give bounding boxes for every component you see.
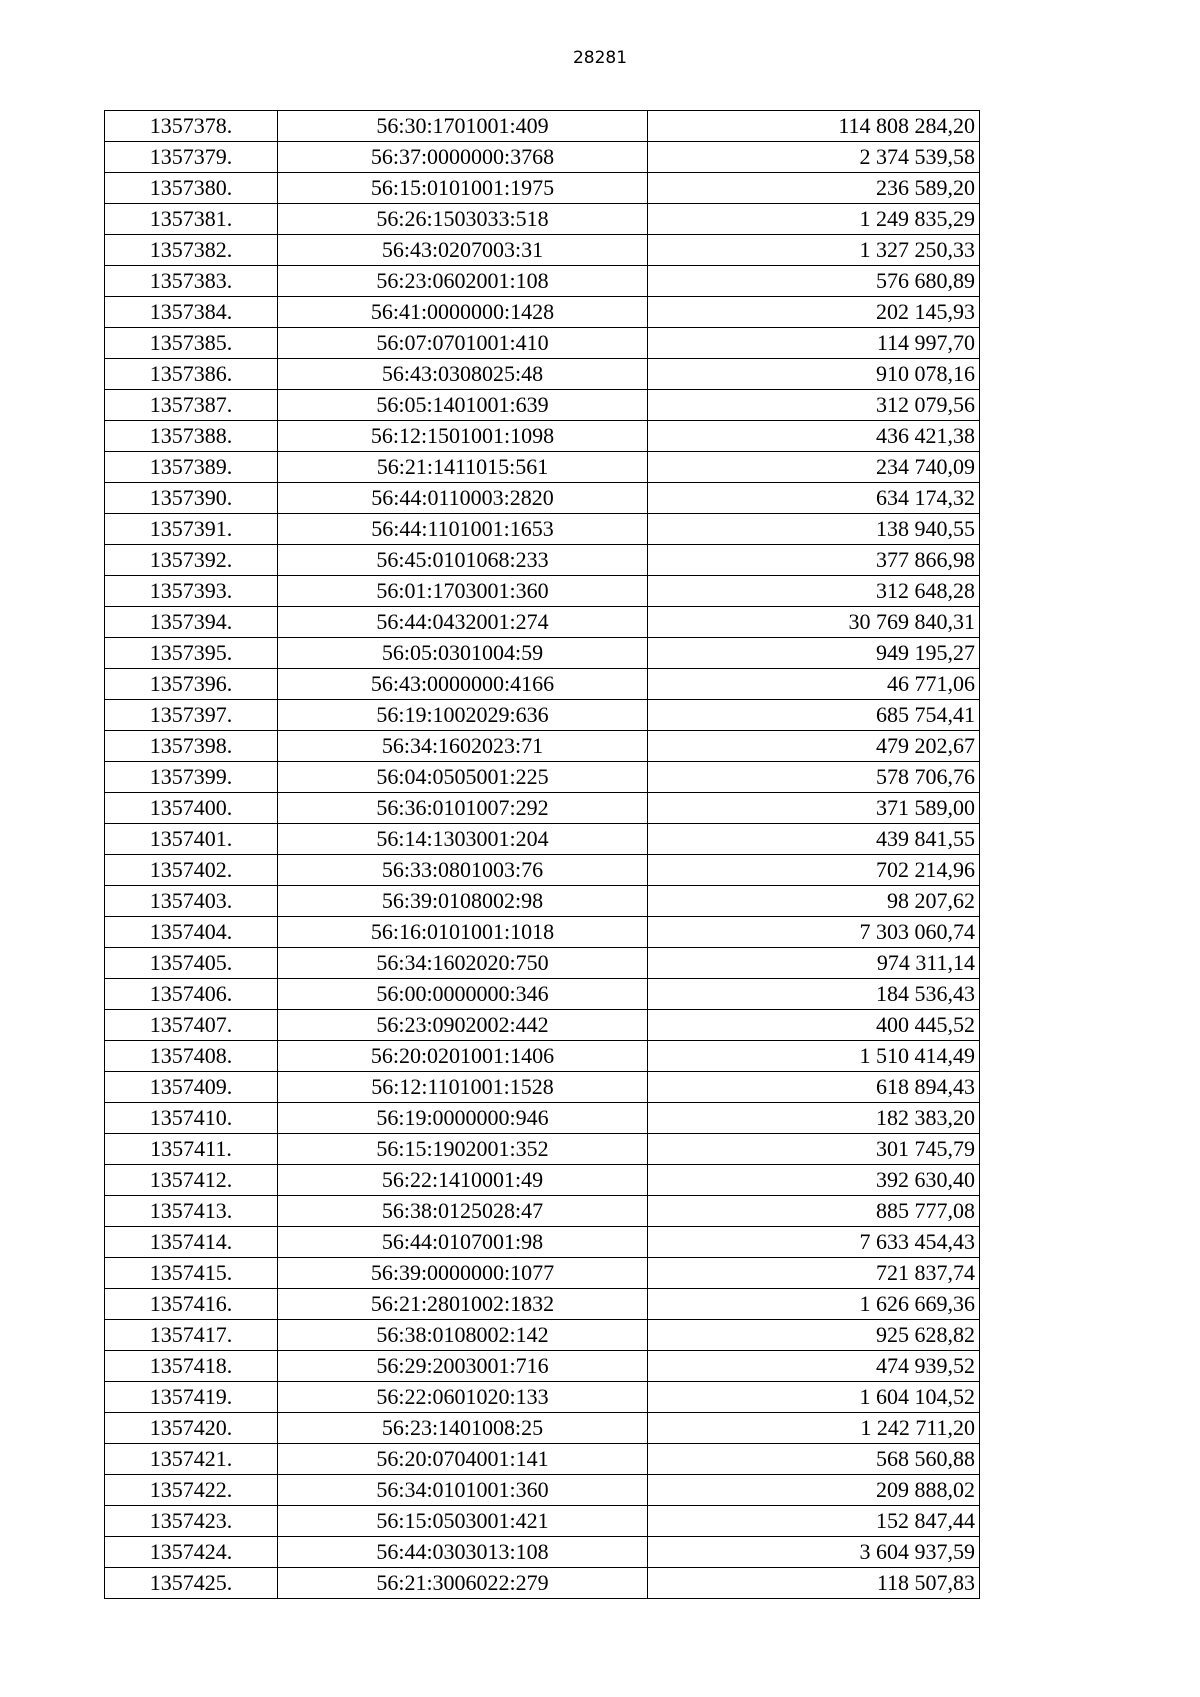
cadastral-number-cell: 56:22:1410001:49 bbox=[278, 1165, 648, 1196]
cadastral-number-cell: 56:34:1602023:71 bbox=[278, 731, 648, 762]
cadastral-value-cell: 114 808 284,20 bbox=[648, 111, 980, 142]
cadastral-number-cell: 56:38:0108002:142 bbox=[278, 1320, 648, 1351]
row-number-cell: 1357393. bbox=[105, 576, 278, 607]
table-row bbox=[105, 1103, 980, 1134]
table-row bbox=[105, 545, 980, 576]
cadastral-number-cell: 56:34:1602020:750 bbox=[278, 948, 648, 979]
row-number-cell: 1357392. bbox=[105, 545, 278, 576]
cadastral-value-cell: 436 421,38 bbox=[648, 421, 980, 452]
cadastral-number-cell: 56:44:0110003:2820 bbox=[278, 483, 648, 514]
page-number: 28281 bbox=[572, 48, 628, 68]
table-body bbox=[105, 111, 980, 1599]
cadastral-number-cell: 56:23:0902002:442 bbox=[278, 1010, 648, 1041]
row-number-cell: 1357380. bbox=[105, 173, 278, 204]
cadastral-number-cell: 56:15:1902001:352 bbox=[278, 1134, 648, 1165]
cadastral-value-cell: 392 630,40 bbox=[648, 1165, 980, 1196]
cadastral-number-cell: 56:00:0000000:346 bbox=[278, 979, 648, 1010]
cadastral-value-cell: 1 626 669,36 bbox=[648, 1289, 980, 1320]
row-number-cell: 1357379. bbox=[105, 142, 278, 173]
cadastral-value-cell: 202 145,93 bbox=[648, 297, 980, 328]
cadastral-value-cell: 1 242 711,20 bbox=[648, 1413, 980, 1444]
table-row bbox=[105, 1072, 980, 1103]
table-row bbox=[105, 576, 980, 607]
table-row bbox=[105, 1413, 980, 1444]
cadastral-number-cell: 56:43:0207003:31 bbox=[278, 235, 648, 266]
row-number-cell: 1357425. bbox=[105, 1568, 278, 1599]
row-number-cell: 1357398. bbox=[105, 731, 278, 762]
cadastral-value-cell: 301 745,79 bbox=[648, 1134, 980, 1165]
row-number-cell: 1357384. bbox=[105, 297, 278, 328]
cadastral-number-cell: 56:14:1303001:204 bbox=[278, 824, 648, 855]
cadastral-number-cell: 56:43:0000000:4166 bbox=[278, 669, 648, 700]
table-row bbox=[105, 979, 980, 1010]
cadastral-number-cell: 56:15:0101001:1975 bbox=[278, 173, 648, 204]
table-row bbox=[105, 1041, 980, 1072]
cadastral-number-cell: 56:39:0108002:98 bbox=[278, 886, 648, 917]
cadastral-value-cell: 1 604 104,52 bbox=[648, 1382, 980, 1413]
cadastral-value-table bbox=[104, 110, 980, 1599]
cadastral-number-cell: 56:29:2003001:716 bbox=[278, 1351, 648, 1382]
cadastral-value-cell: 400 445,52 bbox=[648, 1010, 980, 1041]
row-number-cell: 1357382. bbox=[105, 235, 278, 266]
cadastral-number-cell: 56:26:1503033:518 bbox=[278, 204, 648, 235]
row-number-cell: 1357381. bbox=[105, 204, 278, 235]
cadastral-number-cell: 56:45:0101068:233 bbox=[278, 545, 648, 576]
cadastral-number-cell: 56:23:1401008:25 bbox=[278, 1413, 648, 1444]
cadastral-number-cell: 56:21:2801002:1832 bbox=[278, 1289, 648, 1320]
cadastral-value-cell: 474 939,52 bbox=[648, 1351, 980, 1382]
row-number-cell: 1357416. bbox=[105, 1289, 278, 1320]
cadastral-number-cell: 56:19:0000000:946 bbox=[278, 1103, 648, 1134]
row-number-cell: 1357411. bbox=[105, 1134, 278, 1165]
table-row bbox=[105, 855, 980, 886]
cadastral-number-cell: 56:16:0101001:1018 bbox=[278, 917, 648, 948]
cadastral-value-cell: 910 078,16 bbox=[648, 359, 980, 390]
cadastral-number-cell: 56:12:1101001:1528 bbox=[278, 1072, 648, 1103]
row-number-cell: 1357423. bbox=[105, 1506, 278, 1537]
row-number-cell: 1357413. bbox=[105, 1196, 278, 1227]
row-number-cell: 1357394. bbox=[105, 607, 278, 638]
cadastral-value-cell: 118 507,83 bbox=[648, 1568, 980, 1599]
cadastral-value-cell: 578 706,76 bbox=[648, 762, 980, 793]
cadastral-number-cell: 56:36:0101007:292 bbox=[278, 793, 648, 824]
table-row bbox=[105, 1289, 980, 1320]
row-number-cell: 1357378. bbox=[105, 111, 278, 142]
cadastral-value-cell: 184 536,43 bbox=[648, 979, 980, 1010]
cadastral-value-cell: 312 648,28 bbox=[648, 576, 980, 607]
table-row bbox=[105, 452, 980, 483]
table-row bbox=[105, 700, 980, 731]
cadastral-value-cell: 685 754,41 bbox=[648, 700, 980, 731]
cadastral-number-cell: 56:38:0125028:47 bbox=[278, 1196, 648, 1227]
row-number-cell: 1357400. bbox=[105, 793, 278, 824]
cadastral-value-cell: 182 383,20 bbox=[648, 1103, 980, 1134]
row-number-cell: 1357405. bbox=[105, 948, 278, 979]
cadastral-value-cell: 236 589,20 bbox=[648, 173, 980, 204]
table-row bbox=[105, 1537, 980, 1568]
row-number-cell: 1357407. bbox=[105, 1010, 278, 1041]
table-row bbox=[105, 1382, 980, 1413]
table-row bbox=[105, 669, 980, 700]
table-row bbox=[105, 483, 980, 514]
cadastral-number-cell: 56:19:1002029:636 bbox=[278, 700, 648, 731]
cadastral-value-cell: 7 303 060,74 bbox=[648, 917, 980, 948]
cadastral-value-cell: 98 207,62 bbox=[648, 886, 980, 917]
table-row bbox=[105, 390, 980, 421]
row-number-cell: 1357396. bbox=[105, 669, 278, 700]
cadastral-value-cell: 312 079,56 bbox=[648, 390, 980, 421]
cadastral-number-cell: 56:44:0303013:108 bbox=[278, 1537, 648, 1568]
cadastral-number-cell: 56:44:1101001:1653 bbox=[278, 514, 648, 545]
cadastral-number-cell: 56:43:0308025:48 bbox=[278, 359, 648, 390]
cadastral-value-cell: 1 249 835,29 bbox=[648, 204, 980, 235]
table-row bbox=[105, 1506, 980, 1537]
cadastral-value-cell: 974 311,14 bbox=[648, 948, 980, 979]
cadastral-value-cell: 234 740,09 bbox=[648, 452, 980, 483]
table-row bbox=[105, 204, 980, 235]
cadastral-value-cell: 30 769 840,31 bbox=[648, 607, 980, 638]
table-row bbox=[105, 1196, 980, 1227]
row-number-cell: 1357420. bbox=[105, 1413, 278, 1444]
cadastral-value-cell: 371 589,00 bbox=[648, 793, 980, 824]
table-row bbox=[105, 607, 980, 638]
table-row bbox=[105, 328, 980, 359]
table-row bbox=[105, 1258, 980, 1289]
row-number-cell: 1357409. bbox=[105, 1072, 278, 1103]
row-number-cell: 1357404. bbox=[105, 917, 278, 948]
cadastral-value-cell: 2 374 539,58 bbox=[648, 142, 980, 173]
cadastral-number-cell: 56:15:0503001:421 bbox=[278, 1506, 648, 1537]
table-row bbox=[105, 514, 980, 545]
row-number-cell: 1357391. bbox=[105, 514, 278, 545]
table-row bbox=[105, 917, 980, 948]
cadastral-value-cell: 114 997,70 bbox=[648, 328, 980, 359]
row-number-cell: 1357389. bbox=[105, 452, 278, 483]
row-number-cell: 1357406. bbox=[105, 979, 278, 1010]
cadastral-number-cell: 56:21:1411015:561 bbox=[278, 452, 648, 483]
row-number-cell: 1357402. bbox=[105, 855, 278, 886]
table-row bbox=[105, 1134, 980, 1165]
cadastral-number-cell: 56:12:1501001:1098 bbox=[278, 421, 648, 452]
table-row bbox=[105, 793, 980, 824]
cadastral-number-cell: 56:33:0801003:76 bbox=[278, 855, 648, 886]
table-row bbox=[105, 359, 980, 390]
cadastral-value-cell: 152 847,44 bbox=[648, 1506, 980, 1537]
cadastral-value-cell: 885 777,08 bbox=[648, 1196, 980, 1227]
table-row bbox=[105, 1010, 980, 1041]
table-row bbox=[105, 1444, 980, 1475]
cadastral-number-cell: 56:44:0107001:98 bbox=[278, 1227, 648, 1258]
row-number-cell: 1357421. bbox=[105, 1444, 278, 1475]
table-row bbox=[105, 235, 980, 266]
cadastral-number-cell: 56:44:0432001:274 bbox=[278, 607, 648, 638]
cadastral-value-cell: 479 202,67 bbox=[648, 731, 980, 762]
cadastral-value-cell: 576 680,89 bbox=[648, 266, 980, 297]
cadastral-number-cell: 56:23:0602001:108 bbox=[278, 266, 648, 297]
cadastral-number-cell: 56:07:0701001:410 bbox=[278, 328, 648, 359]
cadastral-number-cell: 56:39:0000000:1077 bbox=[278, 1258, 648, 1289]
row-number-cell: 1357385. bbox=[105, 328, 278, 359]
cadastral-value-cell: 3 604 937,59 bbox=[648, 1537, 980, 1568]
row-number-cell: 1357417. bbox=[105, 1320, 278, 1351]
table-row bbox=[105, 638, 980, 669]
cadastral-number-cell: 56:20:0201001:1406 bbox=[278, 1041, 648, 1072]
table-row bbox=[105, 886, 980, 917]
table-row bbox=[105, 1227, 980, 1258]
table-row bbox=[105, 1320, 980, 1351]
table-row bbox=[105, 731, 980, 762]
cadastral-value-cell: 439 841,55 bbox=[648, 824, 980, 855]
row-number-cell: 1357412. bbox=[105, 1165, 278, 1196]
cadastral-number-cell: 56:05:0301004:59 bbox=[278, 638, 648, 669]
cadastral-number-cell: 56:22:0601020:133 bbox=[278, 1382, 648, 1413]
cadastral-value-cell: 377 866,98 bbox=[648, 545, 980, 576]
row-number-cell: 1357383. bbox=[105, 266, 278, 297]
table-row bbox=[105, 762, 980, 793]
cadastral-value-cell: 949 195,27 bbox=[648, 638, 980, 669]
row-number-cell: 1357399. bbox=[105, 762, 278, 793]
cadastral-value-cell: 568 560,88 bbox=[648, 1444, 980, 1475]
cadastral-value-cell: 7 633 454,43 bbox=[648, 1227, 980, 1258]
cadastral-number-cell: 56:01:1703001:360 bbox=[278, 576, 648, 607]
cadastral-number-cell: 56:37:0000000:3768 bbox=[278, 142, 648, 173]
cadastral-number-cell: 56:04:0505001:225 bbox=[278, 762, 648, 793]
table-row bbox=[105, 948, 980, 979]
cadastral-number-cell: 56:41:0000000:1428 bbox=[278, 297, 648, 328]
cadastral-value-cell: 702 214,96 bbox=[648, 855, 980, 886]
row-number-cell: 1357401. bbox=[105, 824, 278, 855]
table-row bbox=[105, 1165, 980, 1196]
cadastral-value-cell: 925 628,82 bbox=[648, 1320, 980, 1351]
row-number-cell: 1357419. bbox=[105, 1382, 278, 1413]
table-row bbox=[105, 421, 980, 452]
row-number-cell: 1357403. bbox=[105, 886, 278, 917]
table-row bbox=[105, 297, 980, 328]
table-row bbox=[105, 173, 980, 204]
row-number-cell: 1357390. bbox=[105, 483, 278, 514]
row-number-cell: 1357418. bbox=[105, 1351, 278, 1382]
cadastral-number-cell: 56:34:0101001:360 bbox=[278, 1475, 648, 1506]
cadastral-value-cell: 46 771,06 bbox=[648, 669, 980, 700]
table-row bbox=[105, 1475, 980, 1506]
cadastral-value-cell: 209 888,02 bbox=[648, 1475, 980, 1506]
row-number-cell: 1357422. bbox=[105, 1475, 278, 1506]
table-row bbox=[105, 142, 980, 173]
row-number-cell: 1357415. bbox=[105, 1258, 278, 1289]
table-row bbox=[105, 1351, 980, 1382]
row-number-cell: 1357387. bbox=[105, 390, 278, 421]
cadastral-value-cell: 618 894,43 bbox=[648, 1072, 980, 1103]
row-number-cell: 1357410. bbox=[105, 1103, 278, 1134]
cadastral-value-cell: 634 174,32 bbox=[648, 483, 980, 514]
cadastral-number-cell: 56:21:3006022:279 bbox=[278, 1568, 648, 1599]
table-row bbox=[105, 1568, 980, 1599]
cadastral-value-cell: 138 940,55 bbox=[648, 514, 980, 545]
row-number-cell: 1357388. bbox=[105, 421, 278, 452]
cadastral-number-cell: 56:20:0704001:141 bbox=[278, 1444, 648, 1475]
cadastral-value-cell: 1 510 414,49 bbox=[648, 1041, 980, 1072]
row-number-cell: 1357424. bbox=[105, 1537, 278, 1568]
row-number-cell: 1357414. bbox=[105, 1227, 278, 1258]
row-number-cell: 1357386. bbox=[105, 359, 278, 390]
table-row bbox=[105, 111, 980, 142]
row-number-cell: 1357408. bbox=[105, 1041, 278, 1072]
table-row bbox=[105, 266, 980, 297]
table-row bbox=[105, 824, 980, 855]
row-number-cell: 1357397. bbox=[105, 700, 278, 731]
cadastral-number-cell: 56:30:1701001:409 bbox=[278, 111, 648, 142]
row-number-cell: 1357395. bbox=[105, 638, 278, 669]
cadastral-value-cell: 1 327 250,33 bbox=[648, 235, 980, 266]
cadastral-number-cell: 56:05:1401001:639 bbox=[278, 390, 648, 421]
cadastral-value-cell: 721 837,74 bbox=[648, 1258, 980, 1289]
